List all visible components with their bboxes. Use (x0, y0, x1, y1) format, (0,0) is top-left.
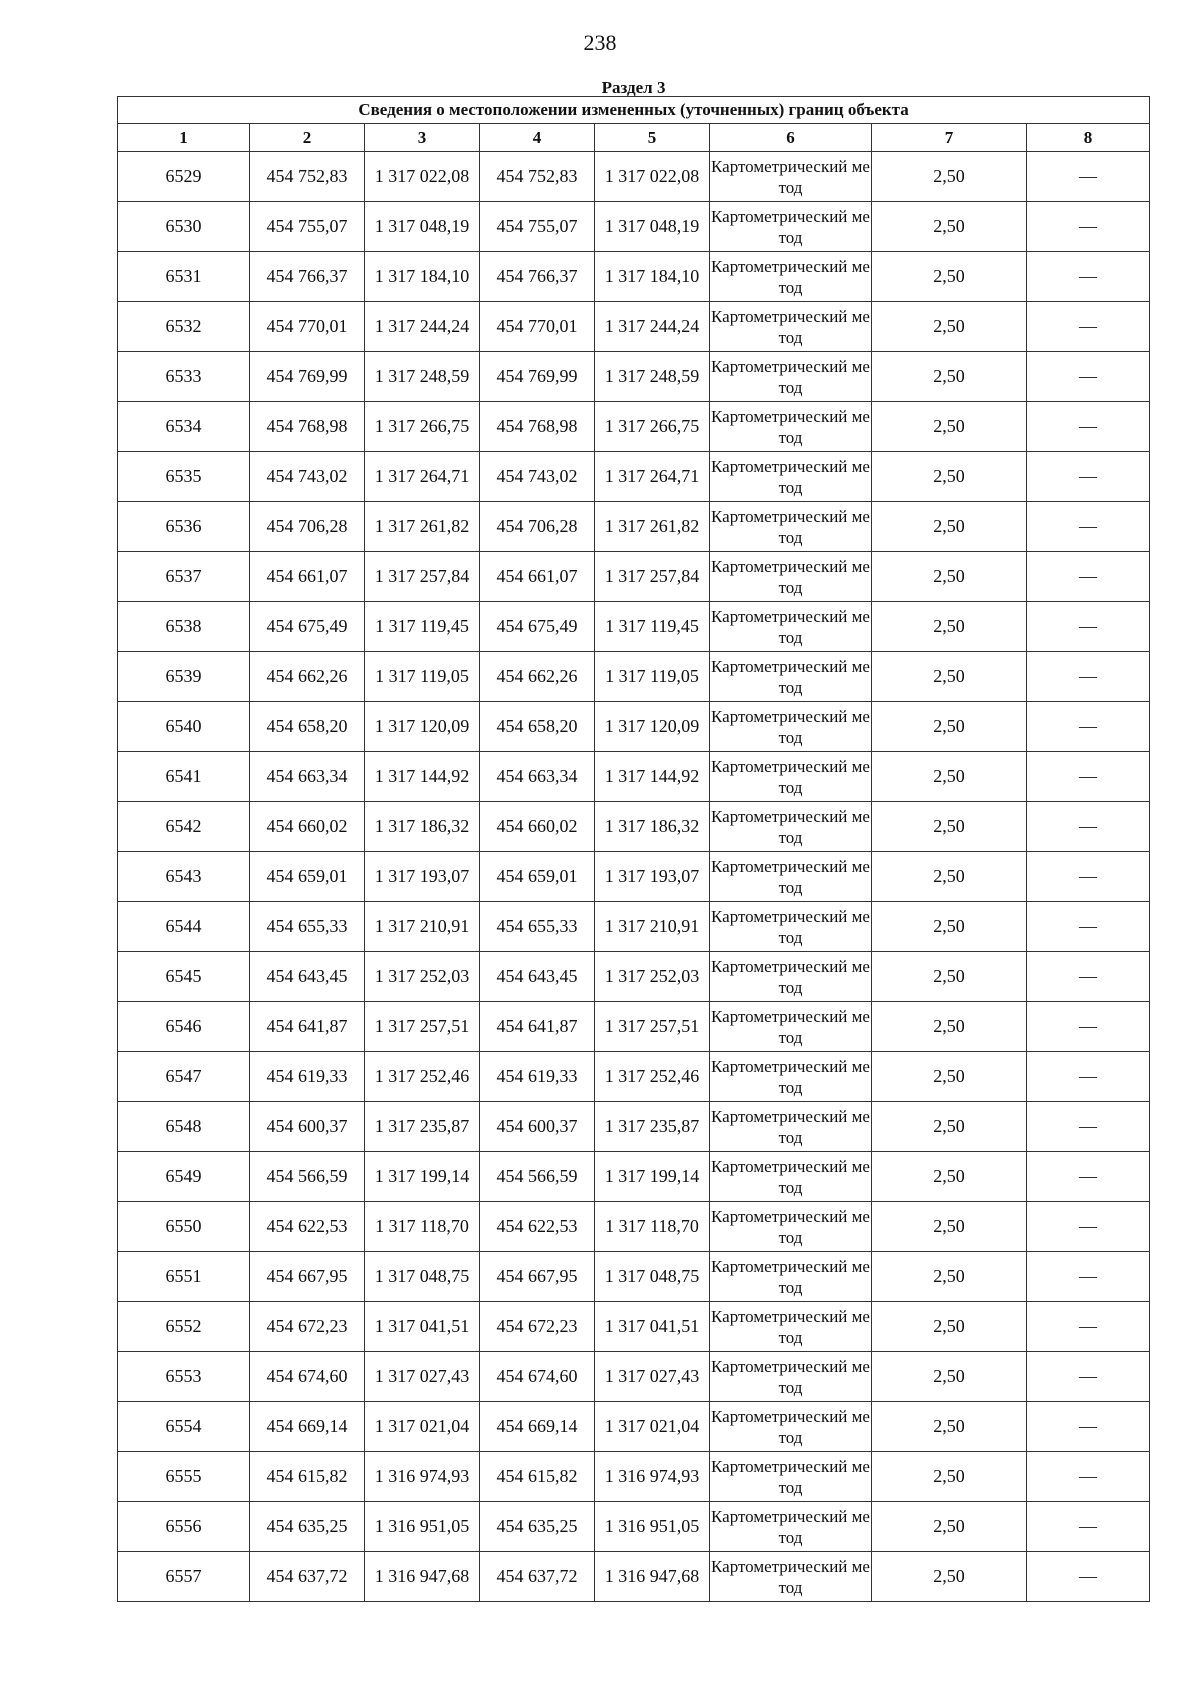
note-cell: — (1027, 1452, 1150, 1502)
existing-y-cell: 1 317 144,92 (365, 752, 480, 802)
refined-x-cell: 454 622,53 (480, 1202, 595, 1252)
method-cell: Картометрический метод (710, 1052, 872, 1102)
method-cell: Картометрический метод (710, 652, 872, 702)
accuracy-cell: 2,50 (872, 1252, 1027, 1302)
existing-y-cell: 1 317 257,84 (365, 552, 480, 602)
section-title-row (118, 80, 1150, 97)
refined-y-cell: 1 317 144,92 (595, 752, 710, 802)
accuracy-cell: 2,50 (872, 502, 1027, 552)
accuracy-cell: 2,50 (872, 1052, 1027, 1102)
table-row (118, 602, 1150, 652)
point-number-cell: 6537 (118, 552, 250, 602)
existing-y-cell: 1 317 022,08 (365, 152, 480, 202)
note-cell: — (1027, 1552, 1150, 1602)
method-cell: Картометрический метод (710, 1402, 872, 1452)
refined-y-cell: 1 317 027,43 (595, 1352, 710, 1402)
existing-x-cell: 454 600,37 (250, 1102, 365, 1152)
existing-x-cell: 454 752,83 (250, 152, 365, 202)
existing-y-cell: 1 317 248,59 (365, 352, 480, 402)
existing-y-cell: 1 317 210,91 (365, 902, 480, 952)
table-row (118, 302, 1150, 352)
method-cell: Картометрический метод (710, 302, 872, 352)
point-number-cell: 6541 (118, 752, 250, 802)
existing-x-cell: 454 663,34 (250, 752, 365, 802)
table-row (118, 852, 1150, 902)
page-number: 238 (583, 30, 617, 55)
existing-y-cell: 1 317 264,71 (365, 452, 480, 502)
column-number: 5 (595, 124, 710, 152)
existing-y-cell: 1 317 186,32 (365, 802, 480, 852)
table-row (118, 1102, 1150, 1152)
existing-x-cell: 454 615,82 (250, 1452, 365, 1502)
table-row (118, 152, 1150, 202)
note-cell: — (1027, 1352, 1150, 1402)
method-cell: Картометрический метод (710, 852, 872, 902)
method-cell: Картометрический метод (710, 452, 872, 502)
note-cell: — (1027, 1302, 1150, 1352)
existing-x-cell: 454 769,99 (250, 352, 365, 402)
existing-y-cell: 1 316 951,05 (365, 1502, 480, 1552)
refined-x-cell: 454 660,02 (480, 802, 595, 852)
accuracy-cell: 2,50 (872, 1102, 1027, 1152)
existing-y-cell: 1 317 252,03 (365, 952, 480, 1002)
refined-x-cell: 454 672,23 (480, 1302, 595, 1352)
refined-x-cell: 454 659,01 (480, 852, 595, 902)
accuracy-cell: 2,50 (872, 1402, 1027, 1452)
accuracy-cell: 2,50 (872, 452, 1027, 502)
note-cell: — (1027, 1052, 1150, 1102)
existing-x-cell: 454 672,23 (250, 1302, 365, 1352)
table-row (118, 1502, 1150, 1552)
point-number-cell: 6533 (118, 352, 250, 402)
method-cell: Картометрический метод (710, 1302, 872, 1352)
method-cell: Картометрический метод (710, 1502, 872, 1552)
refined-y-cell: 1 317 118,70 (595, 1202, 710, 1252)
note-cell: — (1027, 502, 1150, 552)
table-row (118, 1452, 1150, 1502)
refined-x-cell: 454 600,37 (480, 1102, 595, 1152)
note-cell: — (1027, 702, 1150, 752)
refined-y-cell: 1 317 257,51 (595, 1002, 710, 1052)
method-cell: Картометрический метод (710, 352, 872, 402)
point-number-cell: 6536 (118, 502, 250, 552)
section-title: Раздел 3 (601, 78, 666, 97)
accuracy-cell: 2,50 (872, 552, 1027, 602)
accuracy-cell: 2,50 (872, 802, 1027, 852)
table-row (118, 1052, 1150, 1102)
note-cell: — (1027, 802, 1150, 852)
note-cell: — (1027, 1252, 1150, 1302)
table-row (118, 202, 1150, 252)
refined-y-cell: 1 317 048,75 (595, 1252, 710, 1302)
existing-y-cell: 1 317 119,45 (365, 602, 480, 652)
accuracy-cell: 2,50 (872, 202, 1027, 252)
refined-y-cell: 1 317 264,71 (595, 452, 710, 502)
refined-y-cell: 1 316 974,93 (595, 1452, 710, 1502)
table-row (118, 802, 1150, 852)
existing-x-cell: 454 766,37 (250, 252, 365, 302)
note-cell: — (1027, 952, 1150, 1002)
existing-y-cell: 1 317 257,51 (365, 1002, 480, 1052)
point-number-cell: 6531 (118, 252, 250, 302)
column-number: 7 (872, 124, 1027, 152)
refined-y-cell: 1 317 184,10 (595, 252, 710, 302)
existing-x-cell: 454 635,25 (250, 1502, 365, 1552)
accuracy-cell: 2,50 (872, 302, 1027, 352)
note-cell: — (1027, 1102, 1150, 1152)
refined-x-cell: 454 674,60 (480, 1352, 595, 1402)
existing-x-cell: 454 643,45 (250, 952, 365, 1002)
method-cell: Картометрический метод (710, 1102, 872, 1152)
note-cell: — (1027, 552, 1150, 602)
point-number-cell: 6544 (118, 902, 250, 952)
boundary-coordinates-table (117, 80, 1150, 1602)
existing-x-cell: 454 755,07 (250, 202, 365, 252)
point-number-cell: 6555 (118, 1452, 250, 1502)
method-cell: Картометрический метод (710, 152, 872, 202)
existing-x-cell: 454 667,95 (250, 1252, 365, 1302)
point-number-cell: 6545 (118, 952, 250, 1002)
table-row (118, 952, 1150, 1002)
point-number-cell: 6547 (118, 1052, 250, 1102)
existing-y-cell: 1 317 235,87 (365, 1102, 480, 1152)
table-row (118, 402, 1150, 452)
refined-x-cell: 454 669,14 (480, 1402, 595, 1452)
refined-x-cell: 454 770,01 (480, 302, 595, 352)
refined-x-cell: 454 566,59 (480, 1152, 595, 1202)
accuracy-cell: 2,50 (872, 1502, 1027, 1552)
existing-y-cell: 1 317 244,24 (365, 302, 480, 352)
refined-y-cell: 1 316 951,05 (595, 1502, 710, 1552)
note-cell: — (1027, 1152, 1150, 1202)
refined-y-cell: 1 316 947,68 (595, 1552, 710, 1602)
existing-x-cell: 454 655,33 (250, 902, 365, 952)
refined-x-cell: 454 619,33 (480, 1052, 595, 1102)
note-cell: — (1027, 302, 1150, 352)
point-number-cell: 6546 (118, 1002, 250, 1052)
point-number-cell: 6550 (118, 1202, 250, 1252)
point-number-cell: 6556 (118, 1502, 250, 1552)
existing-y-cell: 1 317 027,43 (365, 1352, 480, 1402)
refined-y-cell: 1 317 048,19 (595, 202, 710, 252)
refined-y-cell: 1 317 041,51 (595, 1302, 710, 1352)
note-cell: — (1027, 252, 1150, 302)
accuracy-cell: 2,50 (872, 952, 1027, 1002)
refined-x-cell: 454 675,49 (480, 602, 595, 652)
existing-x-cell: 454 662,26 (250, 652, 365, 702)
accuracy-cell: 2,50 (872, 752, 1027, 802)
refined-y-cell: 1 317 120,09 (595, 702, 710, 752)
existing-x-cell: 454 661,07 (250, 552, 365, 602)
point-number-cell: 6557 (118, 1552, 250, 1602)
refined-x-cell: 454 706,28 (480, 502, 595, 552)
existing-y-cell: 1 316 974,93 (365, 1452, 480, 1502)
accuracy-cell: 2,50 (872, 1552, 1027, 1602)
method-cell: Картометрический метод (710, 952, 872, 1002)
point-number-cell: 6554 (118, 1402, 250, 1452)
column-number: 8 (1027, 124, 1150, 152)
point-number-cell: 6539 (118, 652, 250, 702)
accuracy-cell: 2,50 (872, 1302, 1027, 1352)
method-cell: Картометрический метод (710, 202, 872, 252)
existing-y-cell: 1 317 261,82 (365, 502, 480, 552)
point-number-cell: 6549 (118, 1152, 250, 1202)
point-number-cell: 6529 (118, 152, 250, 202)
note-cell: — (1027, 402, 1150, 452)
point-number-cell: 6535 (118, 452, 250, 502)
refined-x-cell: 454 755,07 (480, 202, 595, 252)
refined-y-cell: 1 317 266,75 (595, 402, 710, 452)
refined-y-cell: 1 317 193,07 (595, 852, 710, 902)
existing-y-cell: 1 317 252,46 (365, 1052, 480, 1102)
method-cell: Картометрический метод (710, 552, 872, 602)
existing-y-cell: 1 317 193,07 (365, 852, 480, 902)
table-row (118, 902, 1150, 952)
existing-y-cell: 1 317 266,75 (365, 402, 480, 452)
accuracy-cell: 2,50 (872, 1002, 1027, 1052)
existing-x-cell: 454 637,72 (250, 1552, 365, 1602)
refined-y-cell: 1 317 235,87 (595, 1102, 710, 1152)
method-cell: Картометрический метод (710, 252, 872, 302)
refined-y-cell: 1 317 261,82 (595, 502, 710, 552)
accuracy-cell: 2,50 (872, 152, 1027, 202)
existing-x-cell: 454 659,01 (250, 852, 365, 902)
refined-y-cell: 1 317 210,91 (595, 902, 710, 952)
accuracy-cell: 2,50 (872, 1152, 1027, 1202)
refined-y-cell: 1 317 244,24 (595, 302, 710, 352)
refined-x-cell: 454 667,95 (480, 1252, 595, 1302)
accuracy-cell: 2,50 (872, 1352, 1027, 1402)
table-row (118, 452, 1150, 502)
existing-y-cell: 1 317 119,05 (365, 652, 480, 702)
accuracy-cell: 2,50 (872, 352, 1027, 402)
existing-x-cell: 454 770,01 (250, 302, 365, 352)
point-number-cell: 6553 (118, 1352, 250, 1402)
existing-y-cell: 1 317 041,51 (365, 1302, 480, 1352)
refined-y-cell: 1 317 248,59 (595, 352, 710, 402)
note-cell: — (1027, 152, 1150, 202)
refined-x-cell: 454 662,26 (480, 652, 595, 702)
existing-x-cell: 454 660,02 (250, 802, 365, 852)
existing-y-cell: 1 316 947,68 (365, 1552, 480, 1602)
table-row (118, 352, 1150, 402)
accuracy-cell: 2,50 (872, 852, 1027, 902)
column-number: 1 (118, 124, 250, 152)
method-cell: Картометрический метод (710, 1202, 872, 1252)
method-cell: Картометрический метод (710, 1002, 872, 1052)
note-cell: — (1027, 1502, 1150, 1552)
method-cell: Картометрический метод (710, 602, 872, 652)
point-number-cell: 6543 (118, 852, 250, 902)
table-row (118, 752, 1150, 802)
note-cell: — (1027, 1002, 1150, 1052)
existing-x-cell: 454 743,02 (250, 452, 365, 502)
table-row (118, 252, 1150, 302)
refined-x-cell: 454 768,98 (480, 402, 595, 452)
refined-x-cell: 454 658,20 (480, 702, 595, 752)
point-number-cell: 6534 (118, 402, 250, 452)
method-cell: Картометрический метод (710, 802, 872, 852)
refined-x-cell: 454 641,87 (480, 1002, 595, 1052)
existing-x-cell: 454 641,87 (250, 1002, 365, 1052)
note-cell: — (1027, 902, 1150, 952)
table-row (118, 702, 1150, 752)
point-number-cell: 6552 (118, 1302, 250, 1352)
existing-y-cell: 1 317 118,70 (365, 1202, 480, 1252)
table-row (118, 502, 1150, 552)
method-cell: Картометрический метод (710, 1152, 872, 1202)
existing-y-cell: 1 317 048,75 (365, 1252, 480, 1302)
accuracy-cell: 2,50 (872, 1202, 1027, 1252)
note-cell: — (1027, 352, 1150, 402)
existing-x-cell: 454 675,49 (250, 602, 365, 652)
method-cell: Картометрический метод (710, 702, 872, 752)
refined-x-cell: 454 637,72 (480, 1552, 595, 1602)
accuracy-cell: 2,50 (872, 902, 1027, 952)
existing-y-cell: 1 317 199,14 (365, 1152, 480, 1202)
refined-y-cell: 1 317 186,32 (595, 802, 710, 852)
point-number-cell: 6532 (118, 302, 250, 352)
note-cell: — (1027, 752, 1150, 802)
column-number: 3 (365, 124, 480, 152)
refined-x-cell: 454 752,83 (480, 152, 595, 202)
existing-x-cell: 454 674,60 (250, 1352, 365, 1402)
column-number: 4 (480, 124, 595, 152)
column-number: 6 (710, 124, 872, 152)
refined-x-cell: 454 663,34 (480, 752, 595, 802)
refined-y-cell: 1 317 021,04 (595, 1402, 710, 1452)
point-number-cell: 6551 (118, 1252, 250, 1302)
accuracy-cell: 2,50 (872, 702, 1027, 752)
method-cell: Картометрический метод (710, 752, 872, 802)
table-row (118, 652, 1150, 702)
existing-x-cell: 454 619,33 (250, 1052, 365, 1102)
note-cell: — (1027, 602, 1150, 652)
accuracy-cell: 2,50 (872, 252, 1027, 302)
method-cell: Картометрический метод (710, 502, 872, 552)
existing-x-cell: 454 566,59 (250, 1152, 365, 1202)
refined-y-cell: 1 317 199,14 (595, 1152, 710, 1202)
table-row (118, 1002, 1150, 1052)
table-row (118, 1352, 1150, 1402)
table-title: Сведения о местоположении измененных (уточненных) границ объекта (118, 97, 1150, 124)
note-cell: — (1027, 652, 1150, 702)
column-number: 2 (250, 124, 365, 152)
table-row (118, 1202, 1150, 1252)
table-row (118, 1252, 1150, 1302)
accuracy-cell: 2,50 (872, 602, 1027, 652)
existing-x-cell: 454 669,14 (250, 1402, 365, 1452)
table-title-row (118, 97, 1150, 124)
table-row (118, 1152, 1150, 1202)
accuracy-cell: 2,50 (872, 1452, 1027, 1502)
note-cell: — (1027, 1402, 1150, 1452)
table-row (118, 1302, 1150, 1352)
existing-x-cell: 454 706,28 (250, 502, 365, 552)
method-cell: Картометрический метод (710, 1452, 872, 1502)
existing-y-cell: 1 317 021,04 (365, 1402, 480, 1452)
point-number-cell: 6530 (118, 202, 250, 252)
refined-x-cell: 454 655,33 (480, 902, 595, 952)
existing-y-cell: 1 317 120,09 (365, 702, 480, 752)
column-number-row (118, 124, 1150, 152)
refined-x-cell: 454 615,82 (480, 1452, 595, 1502)
existing-y-cell: 1 317 184,10 (365, 252, 480, 302)
accuracy-cell: 2,50 (872, 402, 1027, 452)
table-row (118, 1552, 1150, 1602)
existing-y-cell: 1 317 048,19 (365, 202, 480, 252)
refined-x-cell: 454 635,25 (480, 1502, 595, 1552)
existing-x-cell: 454 768,98 (250, 402, 365, 452)
method-cell: Картометрический метод (710, 1252, 872, 1302)
refined-y-cell: 1 317 022,08 (595, 152, 710, 202)
note-cell: — (1027, 1202, 1150, 1252)
table-body (118, 152, 1150, 1602)
method-cell: Картометрический метод (710, 902, 872, 952)
refined-x-cell: 454 766,37 (480, 252, 595, 302)
existing-x-cell: 454 658,20 (250, 702, 365, 752)
refined-y-cell: 1 317 119,45 (595, 602, 710, 652)
point-number-cell: 6540 (118, 702, 250, 752)
table-row (118, 552, 1150, 602)
method-cell: Картометрический метод (710, 402, 872, 452)
accuracy-cell: 2,50 (872, 652, 1027, 702)
refined-y-cell: 1 317 257,84 (595, 552, 710, 602)
point-number-cell: 6548 (118, 1102, 250, 1152)
refined-x-cell: 454 743,02 (480, 452, 595, 502)
point-number-cell: 6538 (118, 602, 250, 652)
point-number-cell: 6542 (118, 802, 250, 852)
existing-x-cell: 454 622,53 (250, 1202, 365, 1252)
method-cell: Картометрический метод (710, 1352, 872, 1402)
refined-x-cell: 454 643,45 (480, 952, 595, 1002)
refined-y-cell: 1 317 252,03 (595, 952, 710, 1002)
refined-y-cell: 1 317 119,05 (595, 652, 710, 702)
refined-y-cell: 1 317 252,46 (595, 1052, 710, 1102)
refined-x-cell: 454 661,07 (480, 552, 595, 602)
note-cell: — (1027, 452, 1150, 502)
note-cell: — (1027, 852, 1150, 902)
refined-x-cell: 454 769,99 (480, 352, 595, 402)
table-row (118, 1402, 1150, 1452)
note-cell: — (1027, 202, 1150, 252)
method-cell: Картометрический метод (710, 1552, 872, 1602)
